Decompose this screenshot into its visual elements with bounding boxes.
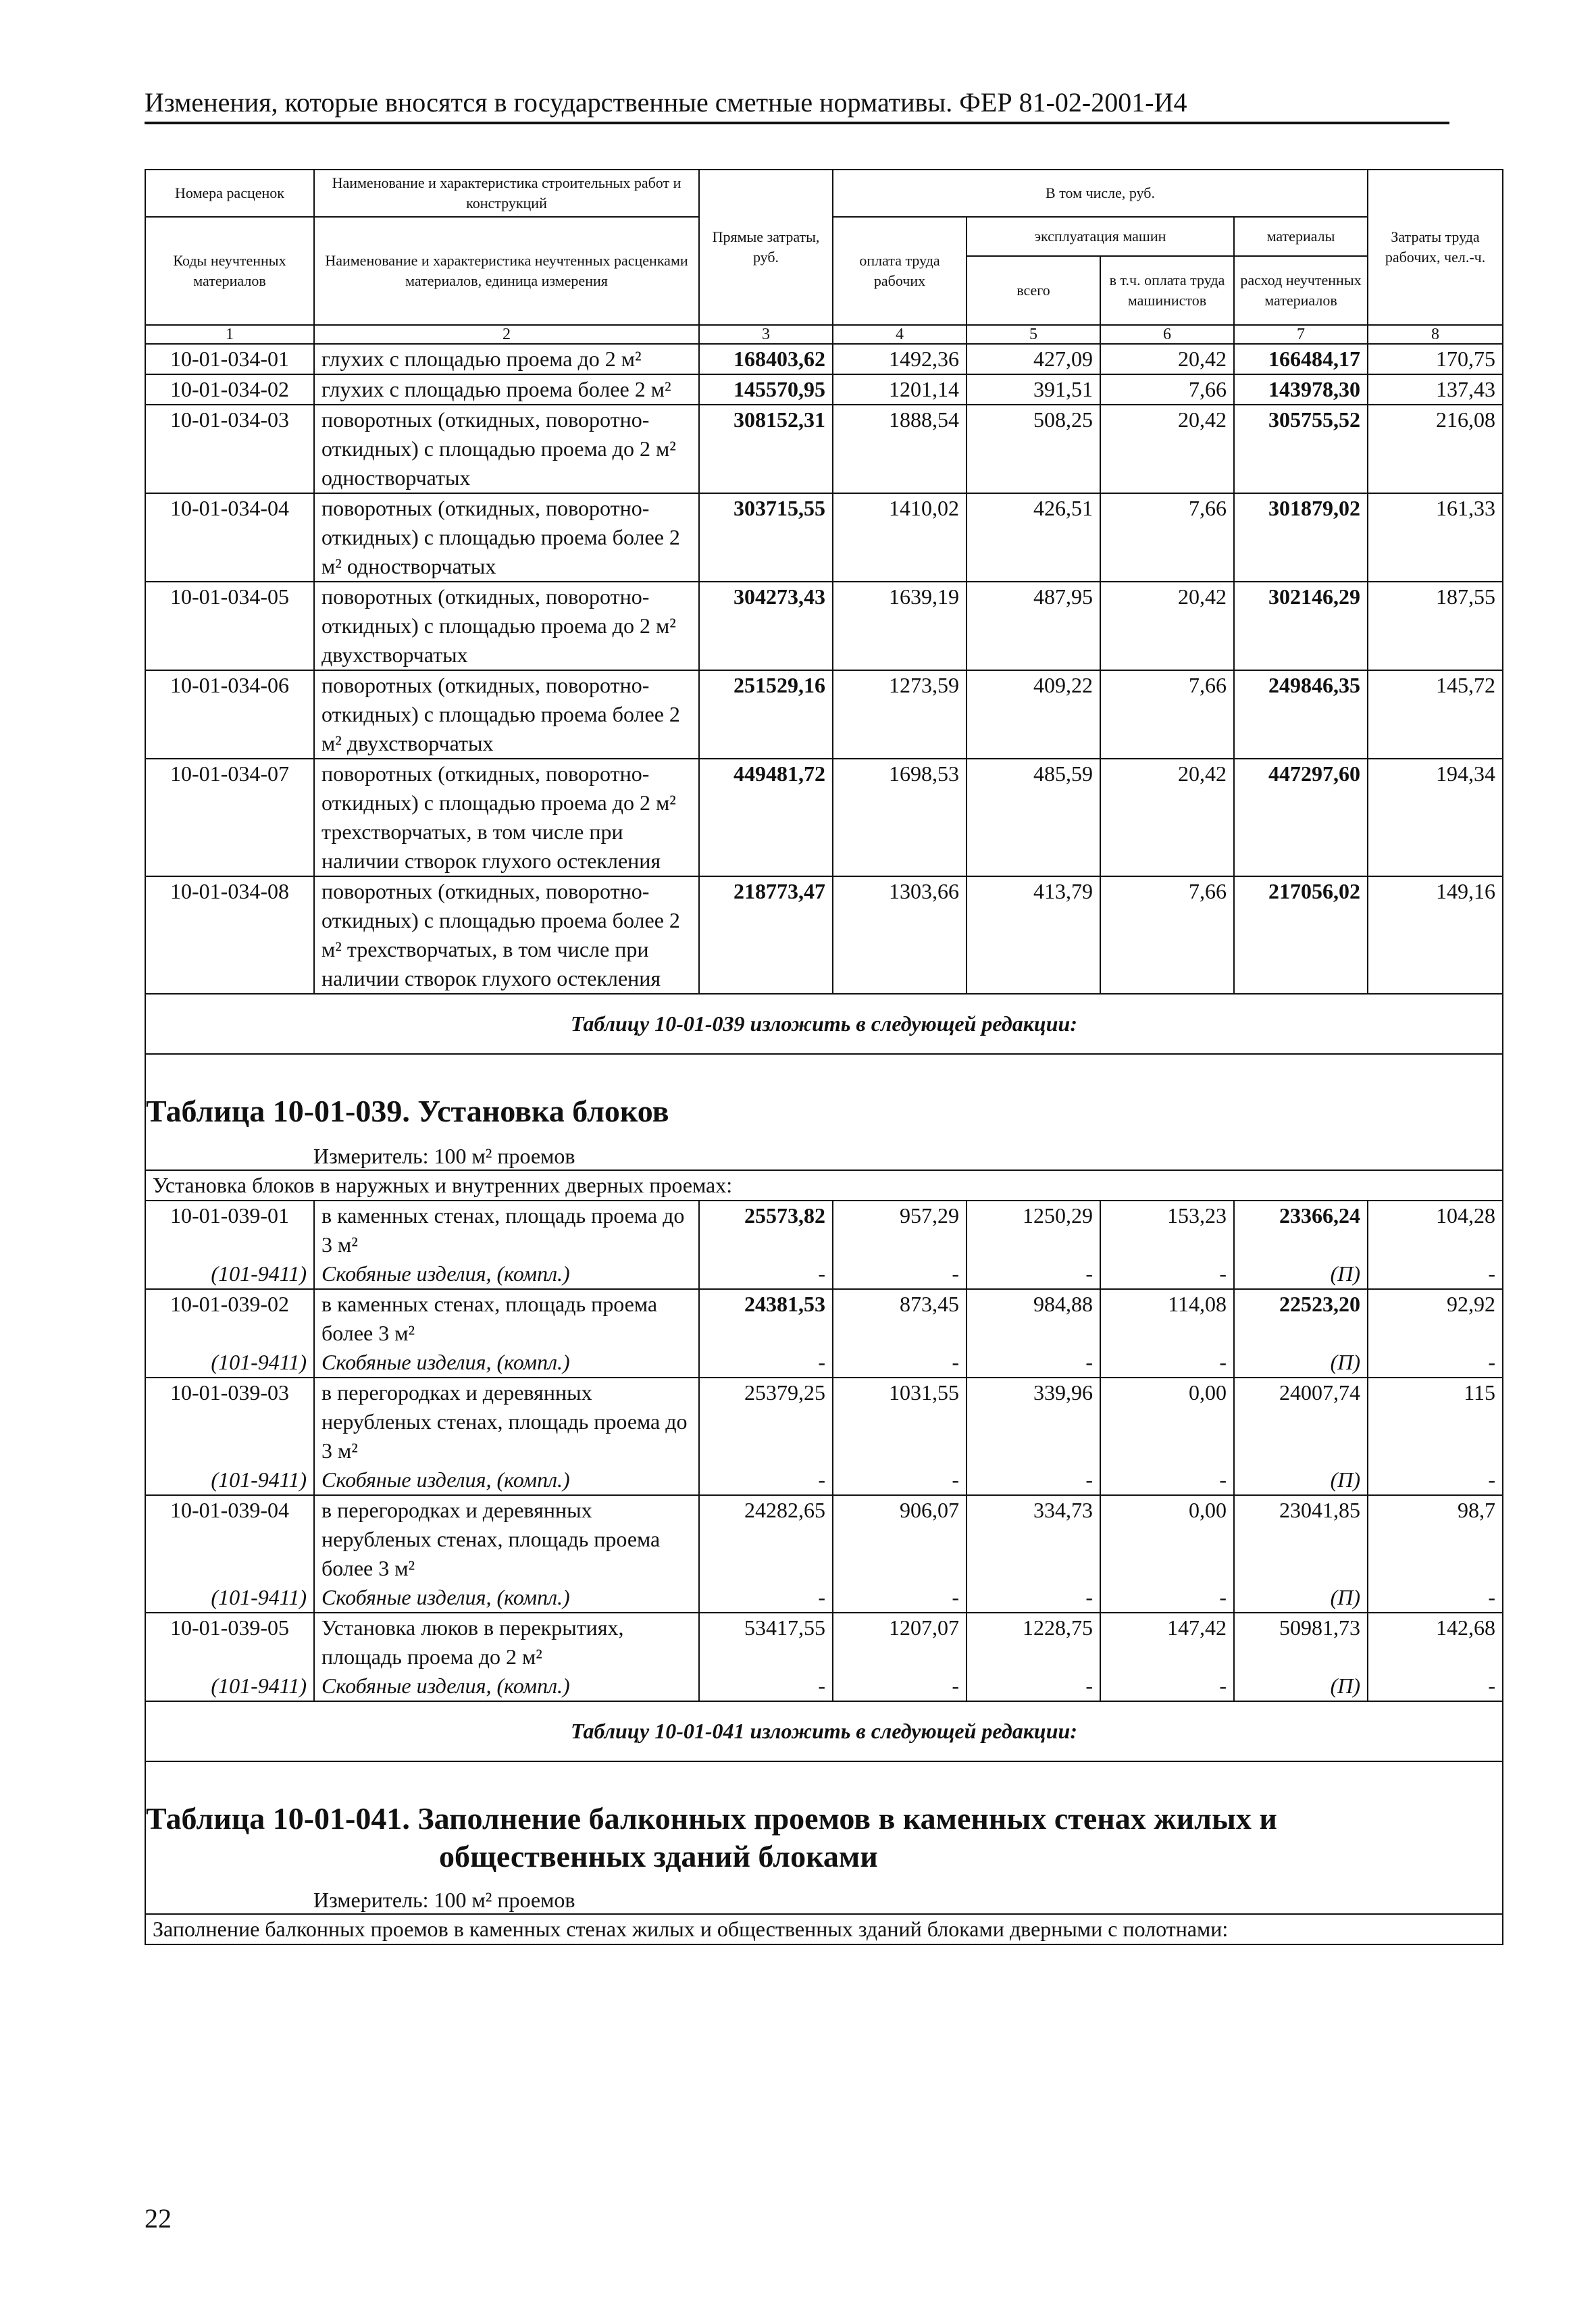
material-mark: (П) (1234, 1259, 1368, 1289)
worker-wages: 1273,59 (833, 670, 967, 759)
material-mark: (П) (1234, 1671, 1368, 1701)
machinist-wages: 20,42 (1100, 582, 1234, 670)
header-col7: расход неучтенных материалов (1234, 256, 1368, 325)
material-row (145, 1259, 1503, 1289)
direct-costs: 24381,53 (699, 1289, 833, 1348)
table-row (145, 1378, 1503, 1465)
table-039-title-block (145, 1054, 1503, 1170)
labor-hours: 145,72 (1368, 670, 1503, 759)
materials-cost: 305755,52 (1234, 405, 1368, 493)
machine-total: 485,59 (967, 759, 1100, 876)
table-row (145, 344, 1503, 374)
title-row (145, 1054, 1503, 1170)
rate-code (145, 1289, 314, 1348)
rate-code: 10-01-034-08 (145, 876, 314, 994)
labor-hours: 216,08 (1368, 405, 1503, 493)
col-number: 8 (1368, 325, 1503, 344)
machine-total: 427,09 (967, 344, 1100, 374)
direct-costs: 303715,55 (699, 493, 833, 582)
labor-hours: 142,68 (1368, 1613, 1503, 1671)
materials-cost: 24007,74 (1234, 1378, 1368, 1465)
materials-cost: 23041,85 (1234, 1495, 1368, 1583)
empty-dash: - (699, 1259, 833, 1289)
direct-costs: 308152,31 (699, 405, 833, 493)
machine-total: 334,73 (967, 1495, 1100, 1583)
materials-cost: 302146,29 (1234, 582, 1368, 670)
table-row (145, 1495, 1503, 1583)
empty-dash: - (1368, 1259, 1503, 1289)
direct-costs: 168403,62 (699, 344, 833, 374)
work-description: в перегородках и деревянных нерубленых стенах, площадь проема более 3 м² (314, 1495, 699, 1583)
work-description: поворотных (откидных, поворотно-откидных) с площадью проема до 2 м² трехстворчатых, в том числе при наличии створок глухого остекления (314, 759, 699, 876)
header-col3: Прямые затраты, руб. (699, 170, 833, 325)
rate-code: 10-01-034-06 (145, 670, 314, 759)
worker-wages: 1201,14 (833, 374, 967, 405)
materials-cost: 23366,24 (1234, 1201, 1368, 1259)
empty-dash: - (1368, 1348, 1503, 1378)
title-row (145, 1761, 1503, 1914)
worker-wages: 1031,55 (833, 1378, 967, 1465)
table-041-title-line2: общественных зданий блоками (439, 1839, 878, 1873)
worker-wages: 1698,53 (833, 759, 967, 876)
table-row (145, 582, 1503, 670)
rate-code-value: 10-01-039-03 (170, 1380, 289, 1405)
direct-costs: 25379,25 (699, 1378, 833, 1465)
machinist-wages: 114,08 (1100, 1289, 1234, 1348)
machinist-wages: 7,66 (1100, 493, 1234, 582)
group-row (145, 1170, 1503, 1201)
labor-hours: 92,92 (1368, 1289, 1503, 1348)
materials-cost: 301879,02 (1234, 493, 1368, 582)
material-mark: (П) (1234, 1348, 1368, 1378)
work-description: поворотных (откидных, поворотно-откидных) с площадью проема более 2 м² трехстворчатых, в том числе при наличии створок глухого остекления (314, 876, 699, 994)
table-row (145, 405, 1503, 493)
machine-total: 984,88 (967, 1289, 1100, 1348)
material-name: Скобяные изделия, (компл.) (314, 1583, 699, 1613)
note-row (145, 994, 1503, 1054)
header-col5: всего (967, 256, 1100, 325)
table-041-measure: Измеритель: 100 м² проемов (313, 1888, 575, 1912)
col-number: 5 (967, 325, 1100, 344)
empty-dash: - (699, 1348, 833, 1378)
labor-hours: 115 (1368, 1378, 1503, 1465)
empty-dash: - (833, 1583, 967, 1613)
labor-hours: 194,34 (1368, 759, 1503, 876)
table-row (145, 1289, 1503, 1348)
work-description: Установка люков в перекрытиях, площадь проема до 2 м² (314, 1613, 699, 1671)
header-col2-bottom: Наименование и характеристика неучтенных расценками материалов, единица измерения (314, 217, 699, 325)
table-041-group: Заполнение балконных проемов в каменных стенах жилых и общественных зданий блоками дверными с полотнами: (145, 1914, 1503, 1944)
header-col1-bottom: Коды неучтенных материалов (145, 217, 314, 325)
empty-dash: - (967, 1259, 1100, 1289)
worker-wages: 1888,54 (833, 405, 967, 493)
table-row (145, 670, 1503, 759)
machinist-wages: 147,42 (1100, 1613, 1234, 1671)
worker-wages: 1639,19 (833, 582, 967, 670)
material-mark: (П) (1234, 1465, 1368, 1495)
rate-code: 10-01-034-03 (145, 405, 314, 493)
work-description: поворотных (откидных, поворотно-откидных) с площадью проема более 2 м² двухстворчатых (314, 670, 699, 759)
direct-costs: 53417,55 (699, 1613, 833, 1671)
material-mark: (П) (1234, 1583, 1368, 1613)
work-description: поворотных (откидных, поворотно-откидных) с площадью проема до 2 м² двухстворчатых (314, 582, 699, 670)
materials-cost: 50981,73 (1234, 1613, 1368, 1671)
materials-cost: 143978,30 (1234, 374, 1368, 405)
material-name: Скобяные изделия, (компл.) (314, 1465, 699, 1495)
header-materials: материалы (1234, 217, 1368, 256)
rate-code: 10-01-034-05 (145, 582, 314, 670)
machinist-wages: 7,66 (1100, 670, 1234, 759)
direct-costs: 449481,72 (699, 759, 833, 876)
empty-dash: - (967, 1583, 1100, 1613)
materials-cost: 217056,02 (1234, 876, 1368, 994)
labor-hours: 161,33 (1368, 493, 1503, 582)
machine-total: 1250,29 (967, 1201, 1100, 1259)
column-numbers-row (145, 325, 1503, 344)
machine-total: 339,96 (967, 1378, 1100, 1465)
rate-code: 10-01-034-01 (145, 344, 314, 374)
worker-wages: 1207,07 (833, 1613, 967, 1671)
table-row (145, 493, 1503, 582)
table-041-title-line1: Таблица 10-01-041. Заполнение балконных проемов в каменных стенах жилых и (146, 1801, 1277, 1836)
rate-code-value: 10-01-039-04 (170, 1498, 289, 1522)
labor-hours: 137,43 (1368, 374, 1503, 405)
work-description: поворотных (откидных, поворотно-откидных) с площадью проема более 2 м² одностворчатых (314, 493, 699, 582)
worker-wages: 1492,36 (833, 344, 967, 374)
labor-hours: 104,28 (1368, 1201, 1503, 1259)
worker-wages: 1303,66 (833, 876, 967, 994)
material-row (145, 1671, 1503, 1701)
rate-code (145, 1613, 314, 1671)
material-code: (101-9411) (145, 1465, 314, 1495)
materials-cost: 249846,35 (1234, 670, 1368, 759)
machinist-wages: 0,00 (1100, 1378, 1234, 1465)
table-row (145, 374, 1503, 405)
estimate-table (145, 169, 1503, 1945)
material-code: (101-9411) (145, 1583, 314, 1613)
material-row (145, 1348, 1503, 1378)
work-description: глухих с площадью проема более 2 м² (314, 374, 699, 405)
empty-dash: - (1100, 1259, 1234, 1289)
empty-dash: - (1100, 1671, 1234, 1701)
machine-total: 391,51 (967, 374, 1100, 405)
machinist-wages: 20,42 (1100, 344, 1234, 374)
header-col8: Затраты труда рабочих, чел.-ч. (1368, 170, 1503, 325)
material-code: (101-9411) (145, 1671, 314, 1701)
direct-costs: 218773,47 (699, 876, 833, 994)
header-row-1 (145, 170, 1503, 217)
estimate-table-container (145, 169, 1502, 1945)
materials-cost: 447297,60 (1234, 759, 1368, 876)
machinist-wages: 20,42 (1100, 405, 1234, 493)
empty-dash: - (833, 1465, 967, 1495)
header-col2-top: Наименование и характеристика строительных работ и конструкций (314, 170, 699, 217)
materials-cost: 22523,20 (1234, 1289, 1368, 1348)
rate-code: 10-01-034-04 (145, 493, 314, 582)
material-row (145, 1465, 1503, 1495)
header-machines: эксплуатация машин (967, 217, 1234, 256)
worker-wages: 906,07 (833, 1495, 967, 1583)
rate-code-value: 10-01-039-02 (170, 1292, 289, 1316)
direct-costs: 24282,65 (699, 1495, 833, 1583)
header-col4: оплата труда рабочих (833, 217, 967, 325)
empty-dash: - (833, 1671, 967, 1701)
empty-dash: - (967, 1671, 1100, 1701)
empty-dash: - (833, 1259, 967, 1289)
table-041-title-block (145, 1761, 1503, 1914)
rate-code (145, 1201, 314, 1259)
col-number: 1 (145, 325, 314, 344)
labor-hours: 98,7 (1368, 1495, 1503, 1583)
note-table-039: Таблицу 10-01-039 изложить в следующей редакции: (145, 994, 1503, 1054)
material-name: Скобяные изделия, (компл.) (314, 1348, 699, 1378)
material-code: (101-9411) (145, 1348, 314, 1378)
labor-hours: 170,75 (1368, 344, 1503, 374)
material-code: (101-9411) (145, 1259, 314, 1289)
empty-dash: - (699, 1671, 833, 1701)
worker-wages: 1410,02 (833, 493, 967, 582)
table-row (145, 1613, 1503, 1671)
machinist-wages: 153,23 (1100, 1201, 1234, 1259)
direct-costs: 251529,16 (699, 670, 833, 759)
machine-total: 409,22 (967, 670, 1100, 759)
material-row (145, 1583, 1503, 1613)
worker-wages: 873,45 (833, 1289, 967, 1348)
empty-dash: - (833, 1348, 967, 1378)
empty-dash: - (1100, 1348, 1234, 1378)
rate-code: 10-01-034-07 (145, 759, 314, 876)
empty-dash: - (1100, 1583, 1234, 1613)
group-row (145, 1914, 1503, 1944)
work-description: поворотных (откидных, поворотно-откидных) с площадью проема до 2 м² одностворчатых (314, 405, 699, 493)
work-description: в каменных стенах, площадь проема до 3 м² (314, 1201, 699, 1259)
rate-code-value: 10-01-039-01 (170, 1203, 289, 1228)
table-039-measure: Измеритель: 100 м² проемов (313, 1144, 575, 1168)
empty-dash: - (1100, 1465, 1234, 1495)
col-number: 4 (833, 325, 967, 344)
direct-costs: 304273,43 (699, 582, 833, 670)
empty-dash: - (1368, 1671, 1503, 1701)
table-039-group: Установка блоков в наружных и внутренних дверных проемах: (145, 1170, 1503, 1201)
rate-code (145, 1495, 314, 1583)
empty-dash: - (967, 1465, 1100, 1495)
empty-dash: - (699, 1465, 833, 1495)
rate-code-value: 10-01-039-05 (170, 1615, 289, 1640)
col-number: 7 (1234, 325, 1368, 344)
rate-code: 10-01-034-02 (145, 374, 314, 405)
direct-costs: 145570,95 (699, 374, 833, 405)
table-039-title: Таблица 10-01-039. Установка блоков (146, 1094, 669, 1128)
machinist-wages: 0,00 (1100, 1495, 1234, 1583)
material-name: Скобяные изделия, (компл.) (314, 1671, 699, 1701)
machine-total: 508,25 (967, 405, 1100, 493)
machinist-wages: 20,42 (1100, 759, 1234, 876)
machine-total: 1228,75 (967, 1613, 1100, 1671)
material-name: Скобяные изделия, (компл.) (314, 1259, 699, 1289)
rate-code (145, 1378, 314, 1465)
labor-hours: 149,16 (1368, 876, 1503, 994)
labor-hours: 187,55 (1368, 582, 1503, 670)
empty-dash: - (699, 1583, 833, 1613)
table-row (145, 759, 1503, 876)
header-col6: в т.ч. оплата труда машинистов (1100, 256, 1234, 325)
machinist-wages: 7,66 (1100, 876, 1234, 994)
work-description: в перегородках и деревянных нерубленых стенах, площадь проема до 3 м² (314, 1378, 699, 1465)
table-row (145, 1201, 1503, 1259)
materials-cost: 166484,17 (1234, 344, 1368, 374)
col-number: 2 (314, 325, 699, 344)
table-row (145, 876, 1503, 994)
worker-wages: 957,29 (833, 1201, 967, 1259)
work-description: в каменных стенах, площадь проема более 3 м² (314, 1289, 699, 1348)
work-description: глухих с площадью проема до 2 м² (314, 344, 699, 374)
page-header: Изменения, которые вносятся в государственные сметные нормативы. ФЕР 81-02-2001-И4 (145, 86, 1449, 124)
note-row (145, 1701, 1503, 1761)
machine-total: 413,79 (967, 876, 1100, 994)
machine-total: 426,51 (967, 493, 1100, 582)
header-col1-top: Номера расценок (145, 170, 314, 217)
header-incl: В том числе, руб. (833, 170, 1368, 217)
note-table-041: Таблицу 10-01-041 изложить в следующей редакции: (145, 1701, 1503, 1761)
machinist-wages: 7,66 (1100, 374, 1234, 405)
empty-dash: - (967, 1348, 1100, 1378)
col-number: 3 (699, 325, 833, 344)
empty-dash: - (1368, 1465, 1503, 1495)
machine-total: 487,95 (967, 582, 1100, 670)
empty-dash: - (1368, 1583, 1503, 1613)
col-number: 6 (1100, 325, 1234, 344)
direct-costs: 25573,82 (699, 1201, 833, 1259)
page-number: 22 (145, 2203, 172, 2234)
